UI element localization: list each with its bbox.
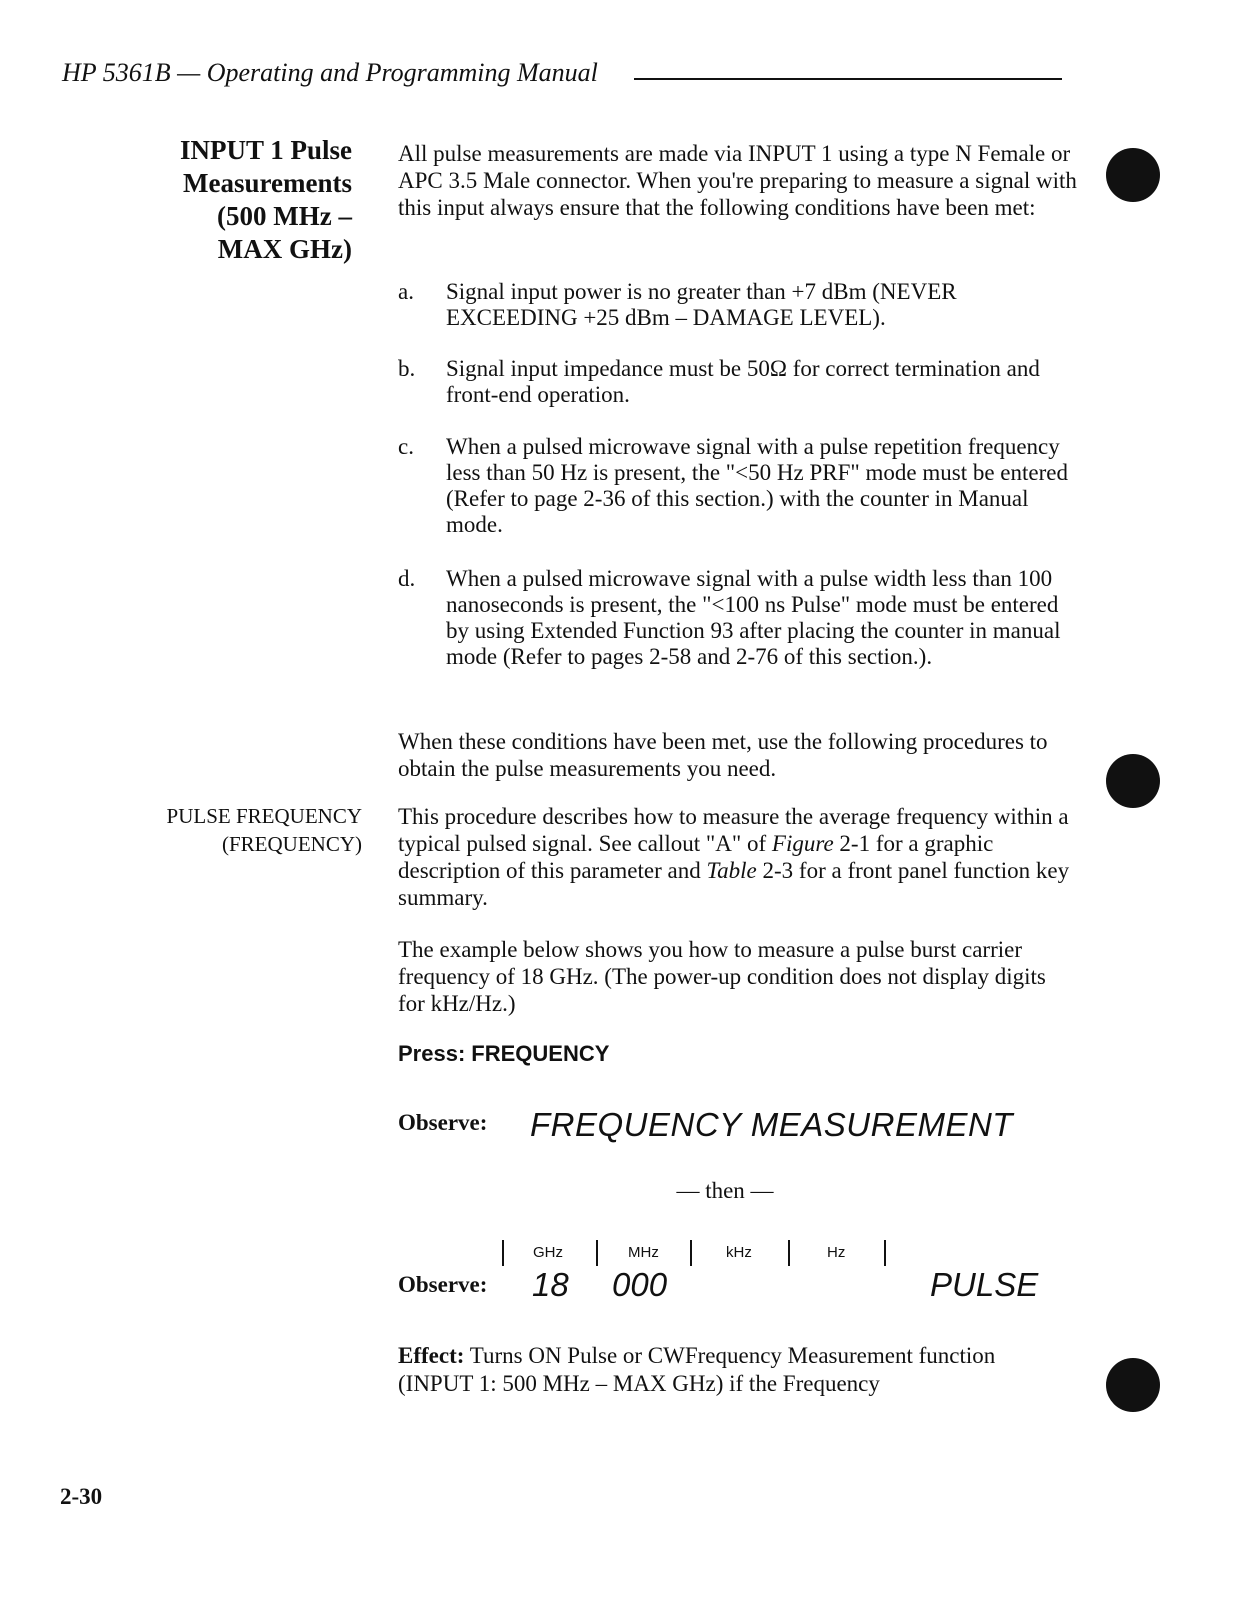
procedure-text: 2-1 for a graphic description of this parameter and bbox=[398, 831, 994, 883]
binder-hole bbox=[1106, 754, 1160, 808]
observe-label: Observe: bbox=[398, 1110, 488, 1135]
procedure-paragraph bbox=[398, 803, 1078, 911]
unit-divider bbox=[502, 1240, 504, 1266]
condition-text: When a pulsed microwave signal with a pulse width less than 100 nanoseconds is present, the "<100 ns Pulse" mode must be entered by using Extended Function 93 after placing the counter in manual mode (Refer to pages 2-58 and 2-76 of this section.). bbox=[446, 566, 1061, 669]
condition-letter: d. bbox=[398, 566, 416, 591]
binder-hole bbox=[1106, 148, 1160, 202]
display-mode-annunciator: PULSE bbox=[930, 1266, 1039, 1303]
condition-letter: a. bbox=[398, 279, 414, 304]
header-title: HP 5361B — Operating and Programming Manual bbox=[62, 58, 598, 87]
effect-paragraph bbox=[398, 1342, 1058, 1398]
press-label: Press: bbox=[398, 1041, 466, 1066]
unit-divider bbox=[788, 1240, 790, 1266]
condition-text: Signal input impedance must be 50Ω for correct termination and front-end operation. bbox=[446, 356, 1040, 407]
closing-paragraph: When these conditions have been met, use the following procedures to obtain the pulse measurements you need. bbox=[398, 729, 1048, 781]
header-rule bbox=[634, 78, 1062, 80]
unit-divider bbox=[690, 1240, 692, 1266]
procedure-text: This procedure describes how to measure the average frequency within a typical pulsed signal. See callout "A" of bbox=[398, 804, 1069, 856]
example-paragraph: The example below shows you how to measure a pulse burst carrier frequency of 18 GHz. (The power-up condition does not display digits for kHz/Hz.) bbox=[398, 937, 1046, 1016]
condition-text: Signal input power is no greater than +7 dBm (NEVER EXCEEDING +25 dBm – DAMAGE LEVEL). bbox=[446, 279, 957, 330]
binder-hole bbox=[1106, 1358, 1160, 1412]
effect-label: Effect: bbox=[398, 1343, 465, 1368]
press-instruction bbox=[398, 1041, 609, 1067]
display-digits-mhz: 000 bbox=[612, 1266, 668, 1303]
procedure-text: 2-3 for a front panel function key summary. bbox=[398, 858, 1070, 910]
section-heading-pulse-frequency: PULSE FREQUENCY (FREQUENCY) bbox=[166, 804, 362, 856]
observe-label: Observe: bbox=[398, 1272, 488, 1297]
unit-divider bbox=[884, 1240, 886, 1266]
frequency-key-name: FREQUENCY bbox=[471, 1041, 610, 1066]
condition-letter: c. bbox=[398, 434, 414, 459]
intro-paragraph: All pulse measurements are made via INPUT 1 using a type N Female or APC 3.5 Male connector. When you're preparing to measure a signal with this input always ensure that the following conditions have been met: bbox=[398, 141, 1077, 220]
table-ref: Table bbox=[706, 858, 757, 883]
unit-divider bbox=[596, 1240, 598, 1266]
effect-text: Turns ON Pulse or CWFrequency Measurement function (INPUT 1: 500 MHz – MAX GHz) if the Frequency bbox=[398, 1343, 996, 1396]
condition-text: When a pulsed microwave signal with a pulse repetition frequency less than 50 Hz is present, the "<50 Hz PRF" mode must be entered (Refer to page 2-36 of this section.) with the counter in Manual mode. bbox=[446, 434, 1068, 537]
condition-letter: b. bbox=[398, 356, 416, 381]
display-readout-1: FREQUENCY MEASUREMENT bbox=[530, 1106, 1013, 1143]
page-number: 2-30 bbox=[60, 1484, 103, 1509]
figure-ref: Figure bbox=[771, 831, 834, 856]
section-heading-input1-pulse: INPUT 1 Pulse Measurements (500 MHz – MAX GHz) bbox=[179, 135, 352, 264]
running-header bbox=[62, 58, 1062, 94]
unit-label-hz: Hz bbox=[827, 1244, 846, 1261]
display-digits-ghz: 18 bbox=[532, 1266, 569, 1303]
unit-label-ghz: GHz bbox=[533, 1244, 563, 1261]
unit-label-khz: kHz bbox=[726, 1244, 752, 1261]
then-separator: — then — bbox=[676, 1178, 774, 1203]
unit-label-mhz: MHz bbox=[628, 1244, 659, 1261]
